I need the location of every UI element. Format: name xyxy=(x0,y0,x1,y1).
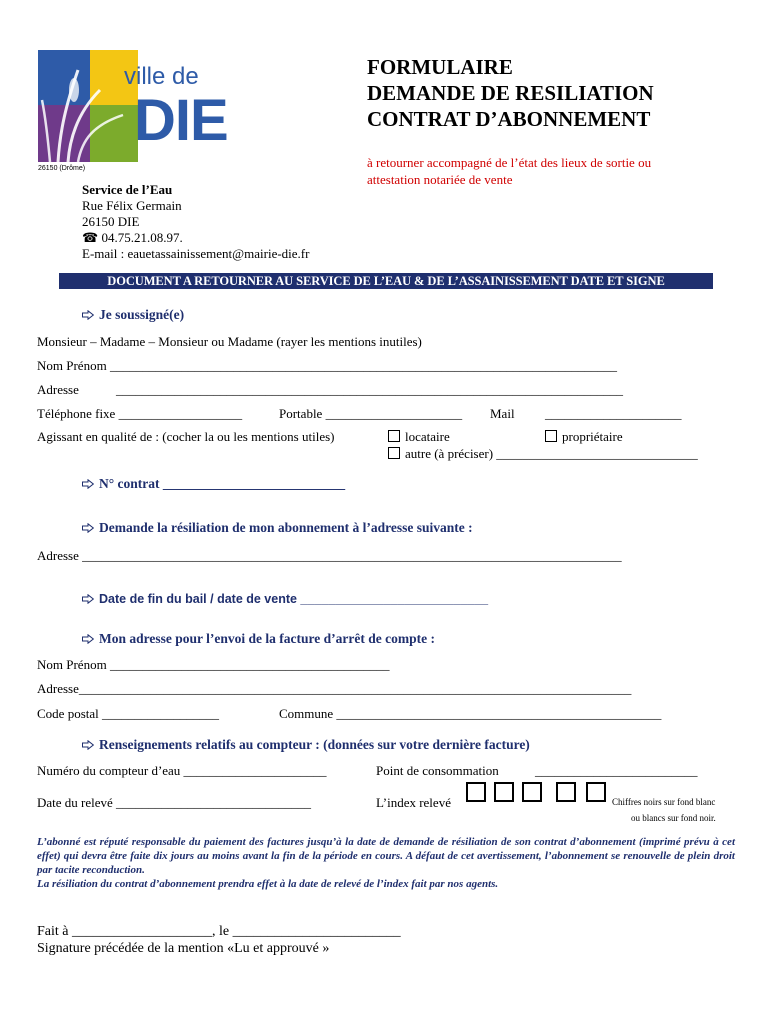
arrow-right-icon xyxy=(82,479,94,489)
index-digit-box-2[interactable] xyxy=(494,782,514,802)
numero-compteur-field[interactable]: Numéro du compteur d’eau ______________________ xyxy=(37,763,327,778)
adresse-label: Adresse xyxy=(37,382,79,397)
section-resiliation-heading xyxy=(82,519,473,536)
index-digit-box-1[interactable] xyxy=(466,782,486,802)
service-address xyxy=(82,182,309,262)
service-name: Service de l’Eau xyxy=(82,182,173,197)
arrow-right-icon xyxy=(82,310,94,320)
logo-caption: 26150 (Drôme) xyxy=(38,165,86,172)
civility-line: Monsieur – Madame – Monsieur ou Madame (rayer les mentions inutiles) xyxy=(37,334,422,349)
mail-field[interactable]: _____________________ xyxy=(545,406,682,421)
section-contrat-heading[interactable] xyxy=(82,475,345,492)
index-note-2: ou blancs sur fond noir. xyxy=(631,813,716,823)
autre-label: autre (à préciser) _______________________________ xyxy=(405,446,698,461)
proprietaire-checkbox[interactable] xyxy=(545,429,623,445)
form-title xyxy=(367,54,654,132)
signature-mention: Signature précédée de la mention «Lu et approuvé » xyxy=(37,941,330,956)
section-soussigne-heading xyxy=(82,306,184,323)
adresse-field[interactable]: ______________________________________________________________________________ xyxy=(116,382,623,397)
ville-de-die-logo xyxy=(38,50,226,182)
return-instructions xyxy=(367,154,651,188)
facture-title: Mon adresse pour l’envoi de la facture d’arrêt de compte : xyxy=(99,631,435,646)
return-note-line-1: à retourner accompagné de l’état des lieux de sortie ou xyxy=(367,155,652,170)
title-line-3: CONTRAT D’ABONNEMENT xyxy=(367,107,651,131)
section-soussigne-title: Je soussigné(e) xyxy=(99,307,185,322)
resiliation-adresse-field[interactable]: Adresse ___________________________________________________________________________________ xyxy=(37,548,622,563)
service-email: E-mail : eauetassainissement@mairie-die.fr xyxy=(82,246,310,261)
commune-field[interactable]: Commune __________________________________________________ xyxy=(279,706,662,721)
fait-a-field[interactable]: Fait à ____________________, le ________________________ xyxy=(37,924,401,939)
title-line-2: DEMANDE DE RESILIATION xyxy=(367,81,654,105)
resiliation-title: Demande la résiliation de mon abonnement à l’adresse suivante : xyxy=(99,520,473,535)
document-banner: DOCUMENT A RETOURNER AU SERVICE DE L’EAU & DE L’ASSAINISSEMENT DATE ET SIGNE xyxy=(59,273,713,289)
code-postal-field[interactable]: Code postal __________________ xyxy=(37,706,219,721)
section-compteur-heading xyxy=(82,736,530,753)
section-facture-heading xyxy=(82,630,435,647)
facture-nom-prenom-field[interactable]: Nom Prénom ___________________________________________ xyxy=(37,657,390,672)
return-note-line-2: attestation notariée de vente xyxy=(367,172,513,187)
notice-paragraph-2: La résiliation du contrat d’abonnement prendra effet à la date de relevé de l’index fait par nos agents. xyxy=(37,878,499,890)
nom-prenom-field[interactable]: Nom Prénom ______________________________________________________________________________ xyxy=(37,358,617,373)
legal-notice xyxy=(37,835,735,891)
arrow-right-icon xyxy=(82,594,94,604)
locataire-checkbox[interactable] xyxy=(388,429,450,445)
compteur-title: Renseignements relatifs au compteur : (données sur votre dernière facture) xyxy=(99,737,530,752)
logo-grass-icon xyxy=(38,50,138,162)
arrow-right-icon xyxy=(82,740,94,750)
mail-label: Mail xyxy=(490,406,515,421)
contrat-field[interactable]: N° contrat ___________________________ xyxy=(99,476,346,491)
section-date-heading[interactable] xyxy=(82,591,488,608)
logo-text-die: DIE xyxy=(134,88,228,153)
facture-adresse-field[interactable]: Adresse_____________________________________________________________________________________ xyxy=(37,681,632,696)
index-digit-box-5[interactable] xyxy=(586,782,606,802)
locataire-label: locataire xyxy=(405,429,450,444)
service-phone-row xyxy=(82,230,309,246)
telephone-icon: ☎ xyxy=(82,230,99,245)
arrow-right-icon xyxy=(82,634,94,644)
title-line-1: FORMULAIRE xyxy=(367,55,513,79)
checkbox-icon xyxy=(388,430,400,442)
point-consommation-label: Point de consommation xyxy=(376,763,499,778)
autre-checkbox[interactable] xyxy=(388,446,698,462)
proprietaire-label: propriétaire xyxy=(562,429,623,444)
index-note-1: Chiffres noirs sur fond blanc xyxy=(612,797,716,807)
checkbox-icon xyxy=(545,430,557,442)
point-consommation-field[interactable]: _________________________ xyxy=(535,763,698,778)
notice-paragraph-1: L’abonné est réputé responsable du paiement des factures jusqu’à la date de demande de résiliation de son contrat d’abonnement (imprimé prévu à cet effet) qui devra être faite dix jours au moins avant la fin de la période en cours. A défaut de cet avertissement, l’abonnement se renouvelle de plein droit par tacite reconduction. xyxy=(37,836,735,876)
index-digit-box-4[interactable] xyxy=(556,782,576,802)
qualite-label: Agissant en qualité de : (cocher la ou les mentions utiles) xyxy=(37,429,335,444)
telephone-fixe-field[interactable]: Téléphone fixe ___________________ xyxy=(37,406,243,421)
date-fin-bail-field[interactable]: Date de fin du bail / date de vente ___________________________ xyxy=(99,592,489,606)
arrow-right-icon xyxy=(82,523,94,533)
service-city: 26150 DIE xyxy=(82,214,140,229)
checkbox-icon xyxy=(388,447,400,459)
index-digit-box-3[interactable] xyxy=(522,782,542,802)
portable-field[interactable]: Portable _____________________ xyxy=(279,406,463,421)
date-releve-field[interactable]: Date du relevé ______________________________ xyxy=(37,795,312,810)
service-phone: 04.75.21.08.97. xyxy=(101,230,183,245)
service-street: Rue Félix Germain xyxy=(82,198,182,213)
logo-text-ville-de: ville de xyxy=(124,63,199,90)
index-releve-label: L’index relevé xyxy=(376,795,451,810)
